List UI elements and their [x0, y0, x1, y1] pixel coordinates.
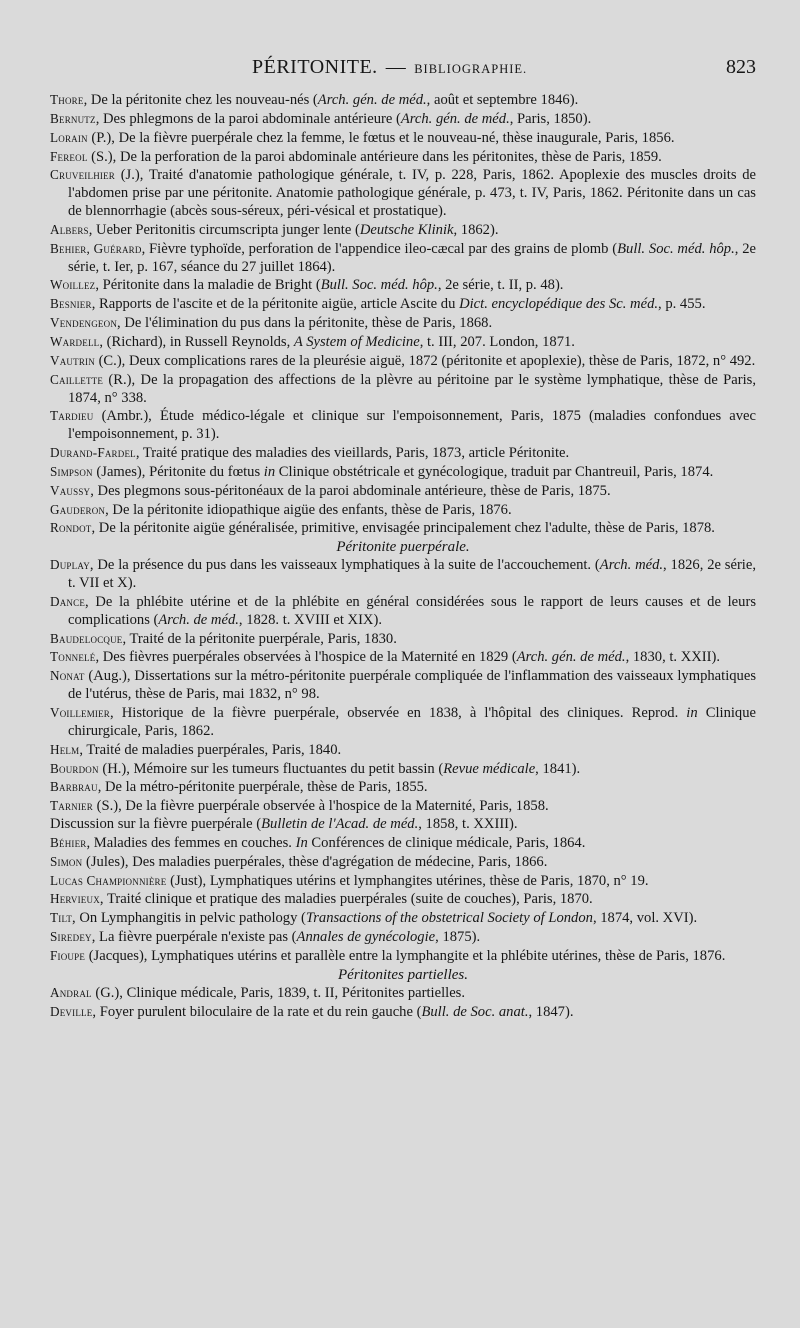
bibliography-entry: [50, 890, 756, 909]
entry-tail: , 1828. t. XVIII et XIX).: [238, 611, 382, 628]
entry-source: In: [295, 834, 308, 851]
entry-author: Durand-Fardel: [50, 445, 136, 461]
bibliography-entry: [50, 240, 756, 277]
entry-author: Simpson: [50, 463, 93, 479]
entry-text: , Foyer purulent biloculaire de la rate et du rein gauche (: [92, 1003, 422, 1020]
bibliography-entry: [50, 593, 756, 630]
entry-text: (H.), Mémoire sur les tumeurs fluctuantes du petit bassin (: [98, 760, 444, 777]
entry-text: (James), Péritonite du fœtus: [92, 463, 264, 480]
entry-tail: , 1862).: [453, 221, 499, 238]
entry-text: (R.), De la propagation des affections de la plèvre au péritoine par le système lymphatique, thèse de Paris, 1874, n° 338.: [68, 371, 756, 406]
bibliography-entry: [50, 816, 756, 834]
bibliography-entry: [50, 166, 756, 221]
entry-text: , (Richard), in Russell Reynolds,: [99, 333, 294, 350]
bibliography-entry: [50, 630, 756, 649]
entry-text: , De la phlébite utérine et de la phlébite en général considérées sous le rapport de leurs causes et de leurs complications (: [68, 593, 756, 628]
entry-source: Arch. gén. de méd.: [516, 649, 626, 666]
entry-source: Annales de gynécologie: [296, 929, 436, 946]
bibliography-entry: [50, 129, 756, 148]
bibliography-entry: [50, 333, 756, 352]
entry-author: Andral: [50, 984, 92, 1000]
header-title: PÉRITONITE.: [252, 56, 378, 78]
entry-tail: , t. III, 207. London, 1871.: [419, 333, 575, 350]
entry-text: (S.), De la perforation de la paroi abdominale antérieure dans les péritonites, thèse de Paris, 1859.: [87, 148, 662, 165]
entry-tail: , 1858, t. XXIII).: [418, 816, 518, 833]
bibliography-entry: [50, 519, 756, 538]
bibliography-entry: [50, 928, 756, 947]
entry-text: (Ambr.), Étude médico-légale et clinique sur l'empoisonnement, Paris, 1875 (maladies confondues avec l'empoisonnement, p. 31).: [68, 408, 756, 443]
entry-author: Behier, Guérard: [50, 240, 142, 256]
entry-author: Tarnier: [50, 798, 93, 814]
entry-author: Siredey: [50, 929, 92, 945]
bibliography-entry: [50, 909, 756, 928]
entry-author: Dance: [50, 593, 86, 609]
bibliography-entry: [50, 463, 756, 482]
entry-tail: , 1826, 2e série, t. VII et X).: [68, 557, 756, 592]
bibliography-entry: [50, 314, 756, 333]
running-header: [50, 56, 756, 79]
bibliography-entry: [50, 648, 756, 667]
bibliography-list: [50, 91, 756, 1022]
entry-tail: , 1841).: [535, 760, 581, 777]
entry-author: Baudelocque: [50, 630, 123, 646]
entry-text: (Jacques), Lymphatiques utérins et parallèle entre la lymphangite et la phlébite utérines, thèse de Paris, 1876.: [85, 947, 726, 964]
entry-text: , Rapports de l'ascite et de la péritonite aigüe, article Ascite du: [91, 296, 460, 313]
entry-author: Vendengeon: [50, 315, 118, 331]
bibliography-entry: [50, 371, 756, 408]
bibliography-entry: [50, 407, 756, 444]
entry-author: Bernutz: [50, 110, 96, 126]
entry-text: , Des fièvres puerpérales observées à l'hospice de la Maternité en 1829 (: [95, 649, 517, 666]
entry-text: (S.), De la fièvre puerpérale observée à l'hospice de la Maternité, Paris, 1858.: [92, 798, 549, 815]
entry-author: Béhier: [50, 834, 87, 850]
entry-author: Hervieux: [50, 891, 100, 907]
section-heading: Péritonite puerpérale.: [336, 539, 470, 556]
bibliography-entry: [50, 501, 756, 520]
bibliography-entry: [50, 834, 756, 853]
entry-text: , Maladies des femmes en couches.: [86, 834, 296, 851]
running-title: [252, 56, 527, 79]
entry-author: Woillez: [50, 277, 96, 293]
entry-source: Arch. méd.: [599, 557, 664, 574]
entry-author: Fioupe: [50, 947, 86, 963]
entry-source: Transactions of the obstetrical Society of London: [305, 910, 593, 927]
entry-text: (Aug.), Dissertations sur la métro-péritonite puerpérale compliquée de l'inflammation des vaisseaux lymphatiques de l'utérus, thèse de Paris, mai 1832, n° 98.: [68, 668, 756, 703]
entry-text: , De la péritonite idiopathique aigüe des enfants, thèse de Paris, 1876.: [105, 501, 512, 518]
entry-tail: , 2e série, t. II, p. 48).: [437, 277, 564, 294]
bibliography-entry: [50, 797, 756, 816]
entry-source: Bull. Soc. méd. hôp.: [617, 240, 735, 257]
entry-author: Nonat: [50, 668, 85, 684]
header-dash: —: [385, 56, 407, 78]
entry-text: (P.), De la fièvre puerpérale chez la femme, le fœtus et le nouveau-né, thèse inaugurale, Paris, 1856.: [87, 129, 675, 146]
entry-author: Thore: [50, 92, 84, 107]
entry-author: Fereol: [50, 148, 88, 164]
bibliography-entry: [50, 110, 756, 129]
entry-source: Arch. gén. de méd.: [400, 110, 510, 127]
bibliography-entry: [50, 853, 756, 872]
entry-text: , La fièvre puerpérale n'existe pas (: [91, 929, 297, 946]
entry-text: (Jules), Des maladies puerpérales, thèse d'agrégation de médecine, Paris, 1866.: [82, 853, 548, 870]
bibliography-entry: [50, 1003, 756, 1022]
header-subtitle: BIBLIOGRAPHIE.: [414, 62, 528, 76]
entry-author: Deville: [50, 1003, 93, 1019]
entry-author: Bourdon: [50, 760, 99, 776]
entry-text: , De la présence du pus dans les vaisseaux lymphatiques à la suite de l'accouchement. (: [89, 557, 600, 574]
entry-tail: , août et septembre 1846).: [426, 92, 579, 108]
entry-author: Tonnelé: [50, 649, 96, 665]
entry-source: Bull. Soc. méd. hôp.: [320, 277, 438, 294]
entry-text: , Traité de maladies puerpérales, Paris, 1840.: [79, 741, 342, 758]
bibliography-entry: [50, 741, 756, 760]
entry-source: Bull. de Soc. anat.: [421, 1003, 529, 1020]
entry-text: , Péritonite dans la maladie de Bright (: [95, 277, 321, 294]
entry-tail: , 2e série, t. Ier, p. 167, séance du 27 juillet 1864).: [68, 240, 756, 275]
entry-text: , On Lymphangitis in pelvic pathology (: [72, 910, 306, 927]
entry-source: Arch. de méd.: [158, 611, 239, 628]
entry-text: (C.), Deux complications rares de la pleurésie aiguë, 1872 (péritonite et apoplexie), thèse de Paris, 1872, n° 492.: [94, 352, 756, 369]
entry-source: Bulletin de l'Acad. de méd.: [261, 816, 419, 833]
bibliography-entry: [50, 778, 756, 797]
entry-text: (Just), Lymphatiques utérins et lymphangites utérines, thèse de Paris, 1870, n° 19.: [166, 872, 649, 889]
entry-text: (G.), Clinique médicale, Paris, 1839, t. II, Péritonites partielles.: [91, 984, 466, 1001]
entry-tail: , p. 455.: [658, 296, 706, 313]
entry-author: Besnier: [50, 296, 92, 312]
entry-author: Tardieu: [50, 408, 94, 424]
section-heading: Péritonites partielles.: [338, 966, 468, 983]
entry-author: Caillette: [50, 371, 104, 387]
entry-tail: , 1847).: [528, 1003, 574, 1020]
entry-author: Tilt: [50, 910, 73, 926]
bibliography-entry: [50, 704, 756, 741]
entry-author: Vaussy: [50, 482, 91, 498]
entry-source: Dict. encyclopédique des Sc. méd.: [459, 296, 659, 313]
bibliography-entry: [50, 482, 756, 501]
bibliography-entry: [50, 667, 756, 704]
entry-tail: Conférences de clinique médicale, Paris, 1864.: [307, 834, 586, 851]
entry-text: , De la métro-péritonite puerpérale, thèse de Paris, 1855.: [97, 779, 428, 796]
entry-text: Discussion sur la fièvre puerpérale (: [50, 816, 262, 833]
entry-tail: Clinique chirurgicale, Paris, 1862.: [68, 705, 756, 739]
bibliography-entry: [50, 444, 756, 463]
bibliography-entry: [50, 352, 756, 371]
entry-author: Barbrau: [50, 779, 98, 795]
entry-author: Simon: [50, 853, 83, 869]
entry-author: Lorain: [50, 129, 88, 145]
entry-text: , Traité clinique et pratique des maladies puerpérales (suite de couches), Paris, 1870.: [99, 891, 593, 908]
bibliography-entry: [50, 276, 756, 295]
bibliography-entry: [50, 148, 756, 167]
entry-author: Lucas Championnière: [50, 872, 167, 888]
entry-source: Arch. gén. de méd.: [317, 92, 427, 108]
entry-text: (J.), Traité d'anatomie pathologique générale, t. IV, p. 228, Paris, 1862. Apoplexie des muscles droits de l'abdomen prise par une péritonite. Anatomie pathologique générale, p. 473, t. IV, Paris, 1862. Péritonite dans un cas de blennorrhagie (abcès sous-séreux, péri-vésical et prostatique).: [68, 167, 756, 220]
entry-text: , Des plegmons sous-péritonéaux de la paroi abdominale antérieure, thèse de Paris, 1875.: [90, 482, 611, 499]
entry-author: Helm: [50, 741, 80, 757]
entry-source: Deutsche Klinik: [359, 221, 454, 238]
bibliography-entry: [50, 984, 756, 1003]
entry-text: , Historique de la fièvre puerpérale, observée en 1838, à l'hôpital des cliniques. Reprod.: [110, 705, 687, 721]
bibliography-entry: [50, 91, 756, 110]
bibliography-entry: [50, 947, 756, 966]
entry-author: Rondot: [50, 520, 92, 536]
bibliography-entry: [50, 872, 756, 891]
bibliography-entry: [50, 760, 756, 779]
bibliography-entry: [50, 221, 756, 240]
entry-text: , Des phlegmons de la paroi abdominale antérieure (: [95, 110, 401, 127]
entry-text: , Traité de la péritonite puerpérale, Paris, 1830.: [122, 630, 397, 647]
entry-source: in: [263, 463, 276, 480]
entry-author: Albers: [50, 221, 89, 237]
entry-author: Voillemier: [50, 705, 111, 720]
entry-tail: , Paris, 1850).: [509, 110, 592, 127]
entry-tail: , 1874, vol. XVI).: [592, 910, 698, 927]
entry-text: , De la péritonite chez les nouveau-nés (: [83, 92, 318, 108]
entry-text: , Traité pratique des maladies des vieillards, Paris, 1873, article Péritonite.: [135, 445, 570, 462]
bibliography-entry: [50, 556, 756, 593]
entry-author: Vautrin: [50, 352, 95, 368]
entry-source: in: [686, 705, 698, 721]
entry-source: Revue médicale: [443, 760, 536, 777]
entry-tail: Clinique obstétricale et gynécologique, traduit par Chantreuil, Paris, 1874.: [275, 463, 714, 480]
entry-source: A System of Medicine: [293, 333, 420, 350]
entry-author: Gauderon: [50, 501, 106, 517]
entry-text: , Ueber Peritonitis circumscripta junger lente (: [88, 221, 360, 238]
page-number: 823: [726, 56, 756, 78]
entry-text: , De l'élimination du pus dans la péritonite, thèse de Paris, 1868.: [117, 315, 493, 332]
entry-tail: , 1830, t. XXII).: [625, 649, 721, 666]
entry-text: , De la péritonite aigüe généralisée, primitive, envisagée principalement chez l'adulte, thèse de Paris, 1878.: [91, 520, 715, 537]
entry-author: Cruveilhier: [50, 167, 115, 183]
entry-author: Wardell: [50, 333, 100, 349]
entry-author: Duplay: [50, 557, 90, 573]
bibliography-entry: [50, 295, 756, 314]
entry-tail: , 1875).: [435, 929, 481, 946]
entry-text: , Fièvre typhoïde, perforation de l'appendice ileo-cæcal par des grains de plomb (: [141, 240, 618, 257]
